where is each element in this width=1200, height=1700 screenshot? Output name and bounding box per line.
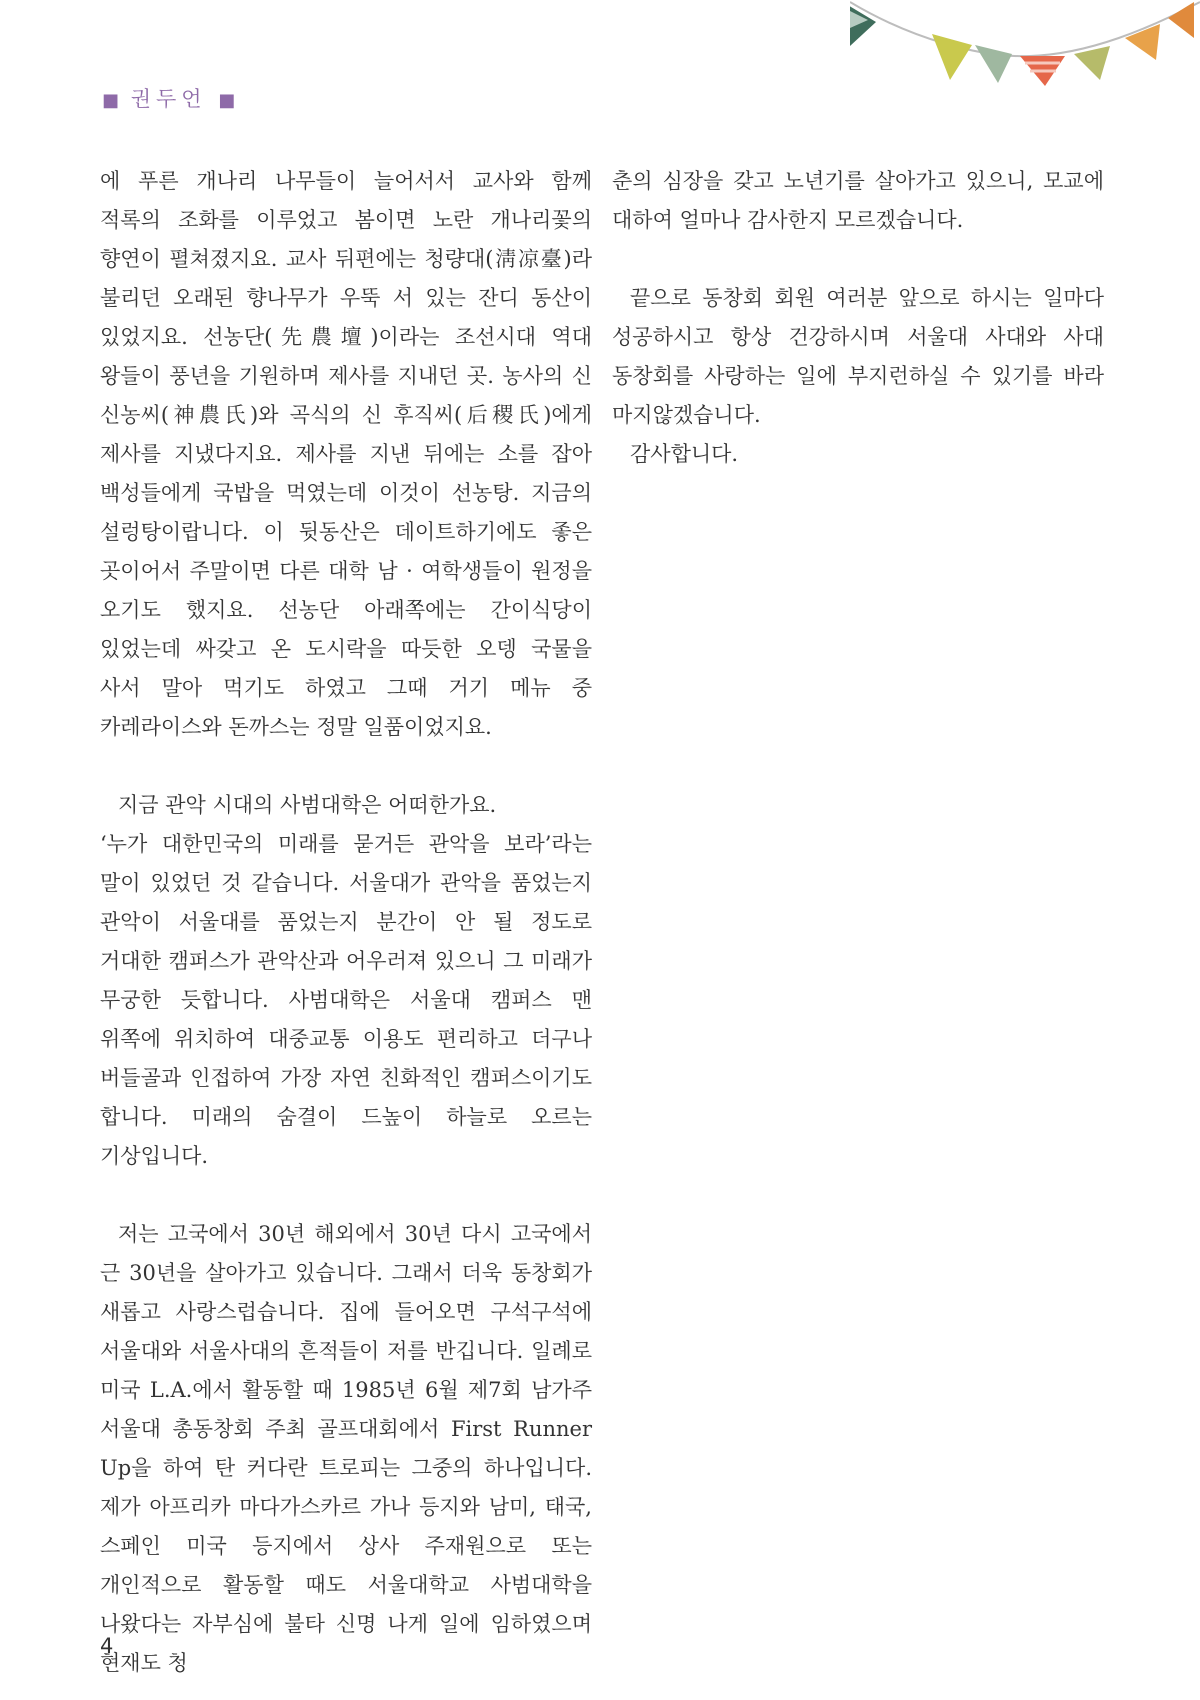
paragraph: 끝으로 동창회 회원 여러분 앞으로 하시는 일마다 성공하시고 항상 건강하시며 서울대 사대와 사대 동창회를 사랑하는 일에 부지런하실 수 있기를 바라 마지않겠습니다. (612, 286, 1104, 427)
bunting-flag (1168, 2, 1194, 38)
bunting-flags-icon (850, 0, 1200, 100)
section-label (102, 83, 235, 113)
left-column (100, 162, 592, 1683)
bunting-flag (975, 45, 1012, 83)
paragraph: 지금 관악 시대의 사범대학은 어떠한가요. (118, 793, 497, 817)
bunting-flag (1074, 46, 1110, 80)
right-column (612, 162, 1104, 474)
paragraph: 감사합니다. (630, 442, 739, 466)
bunting-flag (932, 34, 972, 80)
paragraph: ‘누가 대한민국의 미래를 묻거든 관악을 보라’라는 말이 있었던 것 같습니다. 서울대가 관악을 품었는지 관악이 서울대를 품었는지 분간이 안 될 정도로 거대한 캠퍼스가 관악산과 어우러져 있으니 그 미래가 무궁한 듯합니다. 사범대학은 서울대 캠퍼스 맨 위쪽에 위치하여 대중교통 이용도 편리하고 더구나 버들골과 인접하여 가장 자연 친화적인 캠퍼스이기도 합니다. 미래의 숨결이 드높이 하늘로 오르는 기상입니다. (100, 832, 592, 1168)
section-label-text: 권두언 (130, 87, 207, 111)
square-icon: ■ (218, 90, 236, 111)
page-number: 4 (100, 1634, 114, 1658)
square-icon: ■ (102, 90, 120, 111)
paragraph: 춘의 심장을 갖고 노년기를 살아가고 있으니, 모교에 대하여 얼마나 감사한지 모르겠습니다. (612, 169, 1104, 232)
paragraph: 저는 고국에서 30년 해외에서 30년 다시 고국에서 근 30년을 살아가고 있습니다. 그래서 더욱 동창회가 새롭고 사랑스럽습니다. 집에 들어오면 구석구석에 서울대와 서울사대의 흔적들이 저를 반깁니다. 일례로 미국 L.A.에서 활동할 때 1985년 6월 제7회 남가주 서울대 총동창회 주최 골프대회에서 First Runner Up을 하여 탄 커다란 트로피는 그중의 하나입니다. 제가 아프리카 마다가스카르 가나 등지와 남미, 태국, 스페인 미국 등지에서 상사 주재원으로 또는 개인적으로 활동할 때도 서울대학교 사범대학을 나왔다는 자부심에 불타 신명 나게 일에 임하였으며 현재도 청 (100, 1222, 592, 1675)
paragraph: 에 푸른 개나리 나무들이 늘어서서 교사와 함께 적록의 조화를 이루었고 봄이면 노란 개나리꽃의 향연이 펼쳐졌지요. 교사 뒤편에는 청량대(淸凉臺)라 불리던 오래된 향나무가 우뚝 서 있는 잔디 동산이 있었지요. 선농단(先農壇)이라는 조선시대 역대 왕들이 풍년을 기원하며 제사를 지내던 곳. 농사의 신 신농씨(神農氏)와 곡식의 신 후직씨(后稷氏)에게 제사를 지냈다지요. 제사를 지낸 뒤에는 소를 잡아 백성들에게 국밥을 먹였는데 이것이 선농탕. 지금의 설렁탕이랍니다. 이 뒷동산은 데이트하기에도 좋은 곳이어서 주말이면 다른 대학 남 · 여학생들이 원정을 오기도 했지요. 선농단 아래쪽에는 간이식당이 있었는데 싸갖고 온 도시락을 따듯한 오뎅 국물을 사서 말아 먹기도 하였고 그때 거기 메뉴 중 카레라이스와 돈까스는 정말 일품이었지요. (100, 169, 592, 739)
